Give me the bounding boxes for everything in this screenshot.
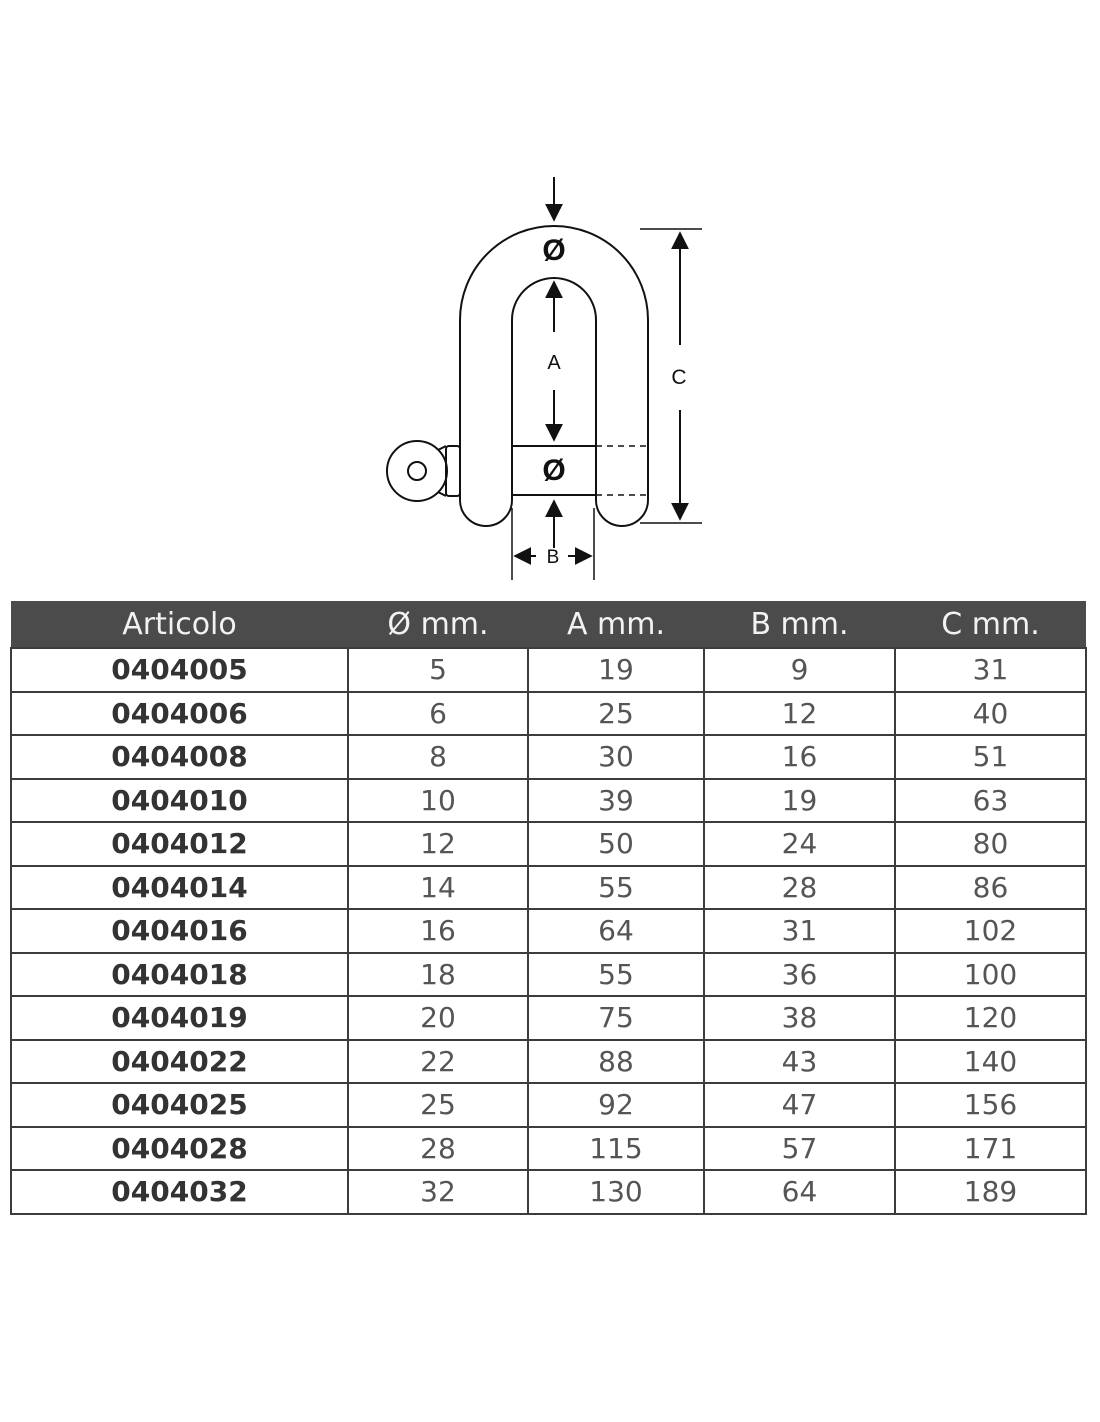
cell-articolo: 0404016 xyxy=(11,909,348,953)
cell-diameter: 12 xyxy=(348,822,528,866)
cell-b: 28 xyxy=(704,866,895,910)
cell-diameter: 5 xyxy=(348,648,528,692)
table-body xyxy=(11,648,1086,1214)
dimension-label-b: B xyxy=(546,547,560,568)
table-row xyxy=(11,1127,1086,1171)
cell-a: 50 xyxy=(528,822,704,866)
cell-b: 47 xyxy=(704,1083,895,1127)
cell-articolo: 0404012 xyxy=(11,822,348,866)
cell-c: 100 xyxy=(895,953,1086,997)
header-a: A mm. xyxy=(528,601,704,648)
diameter-label-pin: Ø xyxy=(542,454,566,487)
cell-a: 55 xyxy=(528,953,704,997)
table-row xyxy=(11,822,1086,866)
cell-c: 102 xyxy=(895,909,1086,953)
cell-a: 130 xyxy=(528,1170,704,1214)
cell-articolo: 0404018 xyxy=(11,953,348,997)
cell-articolo: 0404008 xyxy=(11,735,348,779)
cell-articolo: 0404032 xyxy=(11,1170,348,1214)
cell-articolo: 0404019 xyxy=(11,996,348,1040)
table-header xyxy=(11,601,1086,648)
cell-c: 31 xyxy=(895,648,1086,692)
cell-diameter: 32 xyxy=(348,1170,528,1214)
shackle-diagram xyxy=(0,0,1100,600)
table-row xyxy=(11,1083,1086,1127)
table-row xyxy=(11,1170,1086,1214)
header-row xyxy=(11,601,1086,648)
cell-articolo: 0404010 xyxy=(11,779,348,823)
header-b: B mm. xyxy=(704,601,895,648)
cell-b: 9 xyxy=(704,648,895,692)
table-row xyxy=(11,692,1086,736)
cell-diameter: 22 xyxy=(348,1040,528,1084)
cell-c: 120 xyxy=(895,996,1086,1040)
cell-a: 92 xyxy=(528,1083,704,1127)
cell-b: 64 xyxy=(704,1170,895,1214)
table-row xyxy=(11,909,1086,953)
cell-a: 30 xyxy=(528,735,704,779)
cell-b: 57 xyxy=(704,1127,895,1171)
cell-a: 25 xyxy=(528,692,704,736)
cell-diameter: 10 xyxy=(348,779,528,823)
cell-articolo: 0404028 xyxy=(11,1127,348,1171)
cell-diameter: 14 xyxy=(348,866,528,910)
cell-b: 19 xyxy=(704,779,895,823)
dimension-label-c: C xyxy=(671,366,687,389)
cell-c: 189 xyxy=(895,1170,1086,1214)
table-row xyxy=(11,735,1086,779)
cell-diameter: 28 xyxy=(348,1127,528,1171)
cell-c: 86 xyxy=(895,866,1086,910)
cell-articolo: 0404005 xyxy=(11,648,348,692)
diameter-label-top: Ø xyxy=(542,234,566,267)
cell-b: 43 xyxy=(704,1040,895,1084)
cell-b: 31 xyxy=(704,909,895,953)
cell-diameter: 18 xyxy=(348,953,528,997)
table-row xyxy=(11,1040,1086,1084)
cell-diameter: 16 xyxy=(348,909,528,953)
cell-a: 19 xyxy=(528,648,704,692)
cell-b: 36 xyxy=(704,953,895,997)
cell-diameter: 6 xyxy=(348,692,528,736)
cell-a: 39 xyxy=(528,779,704,823)
cell-a: 64 xyxy=(528,909,704,953)
cell-b: 16 xyxy=(704,735,895,779)
specification-table xyxy=(10,601,1087,1215)
cell-a: 88 xyxy=(528,1040,704,1084)
cell-c: 171 xyxy=(895,1127,1086,1171)
header-c: C mm. xyxy=(895,601,1086,648)
header-diameter: Ø mm. xyxy=(348,601,528,648)
cell-articolo: 0404006 xyxy=(11,692,348,736)
table-row xyxy=(11,996,1086,1040)
cell-articolo: 0404025 xyxy=(11,1083,348,1127)
cell-articolo: 0404022 xyxy=(11,1040,348,1084)
cell-a: 55 xyxy=(528,866,704,910)
cell-c: 140 xyxy=(895,1040,1086,1084)
table-row xyxy=(11,953,1086,997)
cell-c: 40 xyxy=(895,692,1086,736)
cell-c: 63 xyxy=(895,779,1086,823)
header-articolo: Articolo xyxy=(11,601,348,648)
shackle-body xyxy=(387,226,648,526)
cell-c: 80 xyxy=(895,822,1086,866)
table-row xyxy=(11,779,1086,823)
cell-articolo: 0404014 xyxy=(11,866,348,910)
cell-diameter: 25 xyxy=(348,1083,528,1127)
cell-c: 51 xyxy=(895,735,1086,779)
cell-b: 24 xyxy=(704,822,895,866)
cell-diameter: 20 xyxy=(348,996,528,1040)
table-row xyxy=(11,648,1086,692)
table-row xyxy=(11,866,1086,910)
dimension-label-a: A xyxy=(547,352,561,374)
cell-a: 75 xyxy=(528,996,704,1040)
cell-a: 115 xyxy=(528,1127,704,1171)
cell-diameter: 8 xyxy=(348,735,528,779)
cell-c: 156 xyxy=(895,1083,1086,1127)
cell-b: 12 xyxy=(704,692,895,736)
cell-b: 38 xyxy=(704,996,895,1040)
